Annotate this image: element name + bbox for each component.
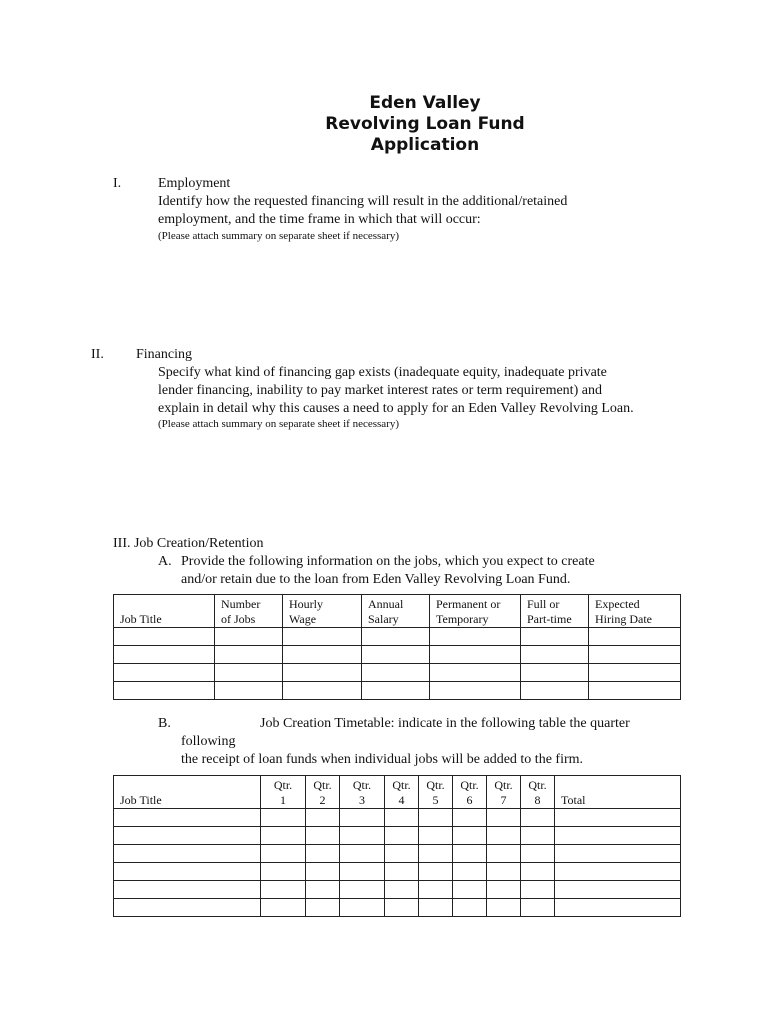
table-row	[114, 664, 681, 682]
table-row	[114, 827, 681, 845]
jobs-table	[113, 594, 681, 700]
section-1-text-1: Identify how the requested financing will result in the additional/retained	[158, 194, 568, 209]
section-2-text-2: lender financing, inability to pay market interest rates or term requirement) and	[158, 383, 602, 398]
header-number-of-jobs: Number of Jobs	[215, 595, 283, 628]
section-1-note: (Please attach summary on separate sheet if necessary)	[158, 230, 399, 242]
header-qtr-1: Qtr. 1	[261, 776, 306, 809]
header-job-title: Job Title	[114, 595, 215, 628]
table-row	[114, 682, 681, 700]
header-qtr-6: Qtr. 6	[453, 776, 487, 809]
header-annual-salary: Annual Salary	[362, 595, 430, 628]
section-3-heading: III. Job Creation/Retention	[113, 536, 264, 551]
header-qtr-5: Qtr. 5	[419, 776, 453, 809]
header-full-part-time: Full or Part-time	[521, 595, 589, 628]
section-1-heading: Employment	[158, 176, 231, 191]
header-expected-hiring-date: Expected Hiring Date	[589, 595, 681, 628]
section-3b-text-2: following	[181, 734, 236, 749]
table-row	[114, 646, 681, 664]
section-3a-text-1: Provide the following information on the jobs, which you expect to create	[181, 554, 595, 569]
section-2-note: (Please attach summary on separate sheet if necessary)	[158, 418, 399, 430]
title-line-2: Revolving Loan Fund	[325, 114, 525, 134]
section-3b-text-3: the receipt of loan funds when individual jobs will be added to the firm.	[181, 752, 584, 767]
section-2-heading: Financing	[136, 347, 192, 362]
section-3b-label: B.	[158, 716, 171, 731]
section-3a-text-2: and/or retain due to the loan from Eden Valley Revolving Loan Fund.	[181, 572, 571, 587]
header-qtr-7: Qtr. 7	[487, 776, 521, 809]
header-qtr-3: Qtr. 3	[340, 776, 385, 809]
title-line-1: Eden Valley	[369, 93, 481, 113]
table-row	[114, 845, 681, 863]
section-2-number: II.	[91, 347, 104, 362]
section-2-text-1: Specify what kind of financing gap exists (inadequate equity, inadequate private	[158, 365, 607, 380]
title-line-3: Application	[370, 135, 480, 155]
timetable-table	[113, 775, 681, 917]
header-qtr-2: Qtr. 2	[306, 776, 340, 809]
header-hourly-wage: Hourly Wage	[283, 595, 362, 628]
header-qtr-8: Qtr. 8	[521, 776, 555, 809]
timetable-header	[114, 776, 681, 809]
section-3b-text-1: Job Creation Timetable: indicate in the following table the quarter	[260, 716, 630, 731]
table-row	[114, 863, 681, 881]
header-permanent-temporary: Permanent or Temporary	[430, 595, 521, 628]
jobs-table-header	[114, 595, 681, 628]
section-1-text-2: employment, and the time frame in which that will occur:	[158, 212, 481, 227]
table-row	[114, 809, 681, 827]
table-row	[114, 899, 681, 917]
header-qtr-4: Qtr. 4	[385, 776, 419, 809]
header-total: Total	[555, 776, 681, 809]
section-3a-label: A.	[158, 554, 172, 569]
section-2-text-3: explain in detail why this causes a need to apply for an Eden Valley Revolving Loan.	[158, 401, 634, 416]
table-row	[114, 628, 681, 646]
section-1-number: I.	[113, 176, 122, 191]
table-row	[114, 881, 681, 899]
header-job-title: Job Title	[114, 776, 261, 809]
